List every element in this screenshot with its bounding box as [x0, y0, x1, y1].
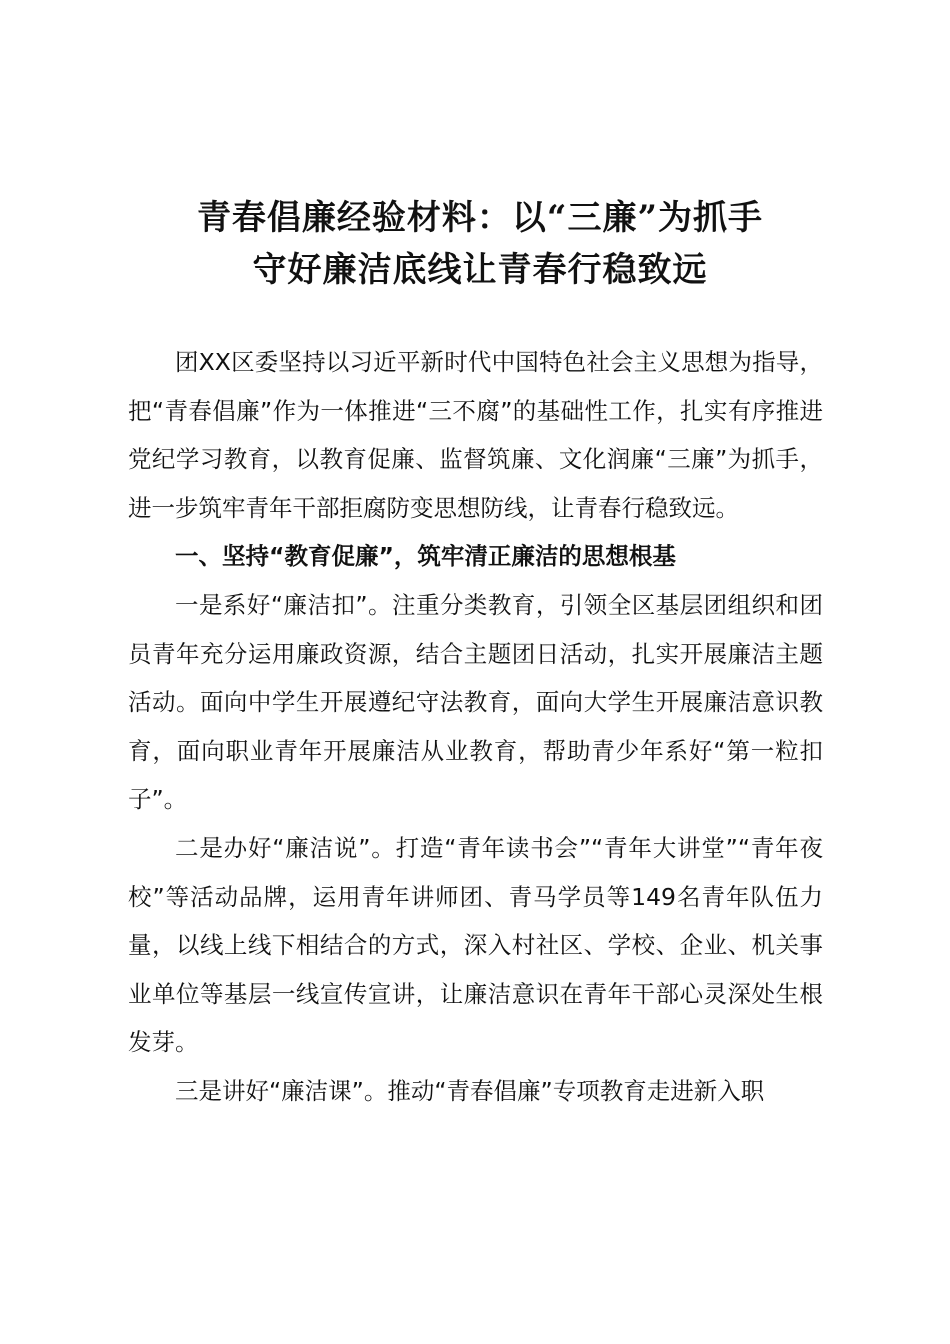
body-paragraph-1: 一是系好“廉洁扣”。注重分类教育，引领全区基层团组织和团员青年充分运用廉政资源，结合主题团日活动，扎实开展廉洁主题活动。面向中学生开展遵纪守法教育，面向大学生开展廉洁意识教育，面向职业青年开展廉洁从业教育，帮助青少年系好“第一粒扣子”。	[128, 590, 823, 814]
document-title	[120, 192, 840, 296]
section-heading-1: 一、坚持“教育促廉”，筑牢清正廉洁的思想根基	[175, 542, 676, 571]
body-paragraph-3: 三是讲好“廉洁课”。推动“青春倡廉”专项教育走进新入职	[175, 1076, 765, 1105]
title-line-1: 青春倡廉经验材料：以“三廉”为抓手	[196, 198, 764, 238]
title-line-2: 守好廉洁底线让青春行稳致远	[252, 250, 708, 290]
body-paragraph-2: 二是办好“廉洁说”。打造“青年读书会”“青年大讲堂”“青年夜校”等活动品牌，运用青年讲师团、青马学员等149名青年队伍力量，以线上线下相结合的方式，深入村社区、学校、企业、机关事业单位等基层一线宣传宣讲，让廉洁意识在青年干部心灵深处生根发芽。	[128, 833, 823, 1057]
intro-paragraph: 团XX区委坚持以习近平新时代中国特色社会主义思想为指导，把“青春倡廉”作为一体推进“三不腐”的基础性工作，扎实有序推进党纪学习教育，以教育促廉、监督筑廉、文化润廉“三廉”为抓手，进一步筑牢青年干部拒腐防变思想防线，让青春行稳致远。	[128, 348, 823, 522]
document-body	[128, 338, 823, 1116]
